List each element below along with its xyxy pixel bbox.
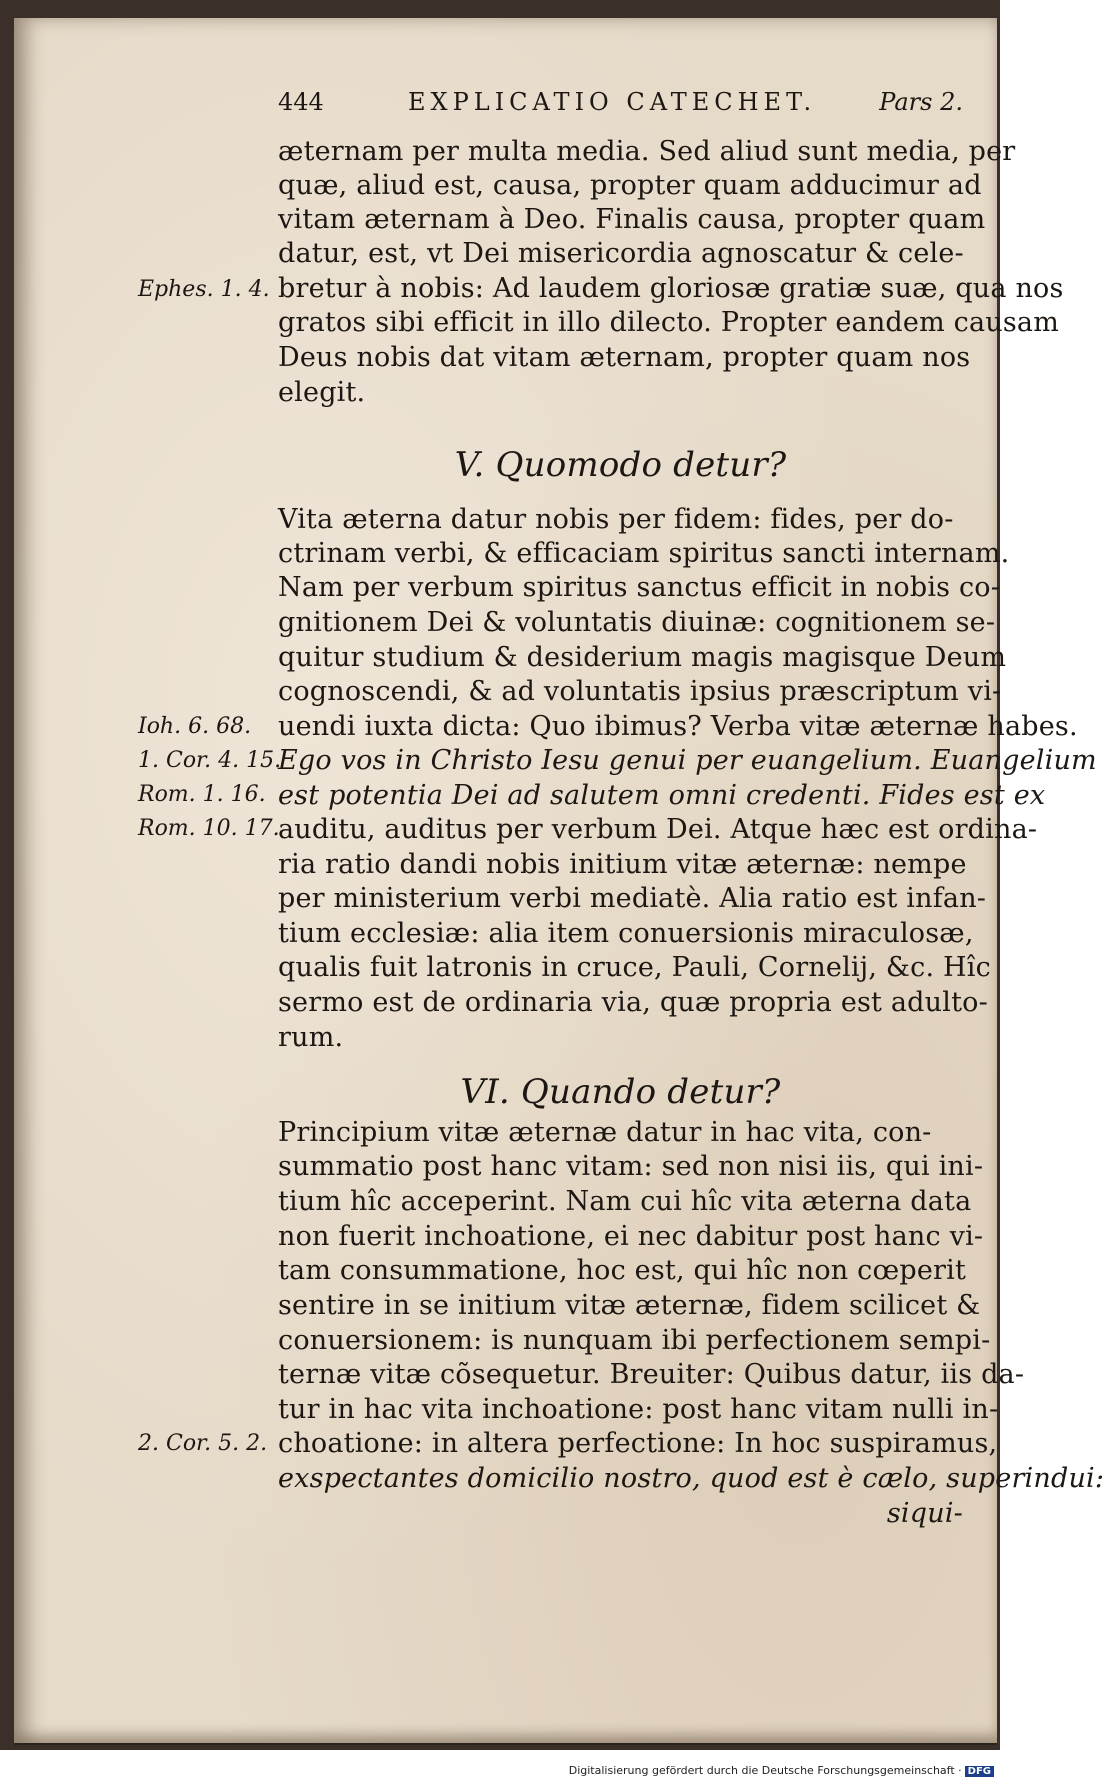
text-line: gnitionem Dei & voluntatis diuinæ: cognitionem se- [278,607,996,638]
text-line: gratos sibi efficit in illo dilecto. Propter eandem causam [278,307,1060,338]
text-line: conuersionem: is nunquam ibi perfectionem sempi- [278,1325,991,1356]
text-line: qualis fuit latronis in cruce, Pauli, Cornelij, &c. Hîc [278,952,991,983]
text-line: quitur studium & desiderium magis magisque Deum [278,642,1007,673]
text-line: est potentia Dei ad salutem omni credenti. Fides est ex [278,780,1046,811]
text-line: uendi iuxta dicta: Quo ibimus? Verba vitæ æternæ habes. [278,711,1078,742]
text-line: cognoscendi, & ad voluntatis ipsius præscriptum vi- [278,676,1002,707]
text-line: elegit. [278,377,366,408]
text-line: æternam per multa media. Sed aliud sunt media, per [278,136,1016,167]
text-line: per ministerium verbi mediatè. Alia ratio est infan- [278,883,987,914]
text-line: datur, est, vt Dei misericordia agnoscatur & cele- [278,238,964,269]
text-line: Nam per verbum spiritus sanctus efficit in nobis co- [278,572,1001,603]
margin-note: 2. Cor. 5. 2. [138,1431,268,1456]
text-line: exspectantes domicilio nostro, quod est è cælo, superindui: [278,1463,1104,1494]
text-line: Deus nobis dat vitam æternam, propter quam nos [278,342,971,373]
margin-note: Rom. 1. 16. [138,782,266,807]
running-title: EXPLICATIO CATECHET. [408,88,817,116]
text-line: ctrinam verbi, & efficaciam spiritus sancti internam. [278,538,1010,569]
margin-note: Ioh. 6. 68. [138,714,252,739]
section-heading: V. Quomodo detur? [454,445,787,485]
credit-text: Digitalisierung gefördert durch die Deutsche Forschungsgemeinschaft · [568,1764,962,1777]
digitization-credit [569,1764,994,1777]
margin-note: Ephes. 1. 4. [138,277,270,302]
text-line: summatio post hanc vitam: sed non nisi iis, qui ini- [278,1151,984,1182]
margin-note: Rom. 10. 17. [138,816,280,841]
text-line: vitam æternam à Deo. Finalis causa, propter quam [278,204,986,235]
text-line: rum. [278,1022,344,1053]
text-line: tium hîc acceperint. Nam cui hîc vita æterna data [278,1186,972,1217]
part-label: Pars 2. [879,88,963,116]
text-line: Vita æterna datur nobis per fidem: fides, per do- [278,504,954,535]
text-line: Principium vitæ æternæ datur in hac vita, con- [278,1117,932,1148]
text-line: Ego vos in Christo Iesu genui per euangelium. Euangelium [278,745,1097,776]
margin-note: 1. Cor. 4. 15. [138,748,282,773]
text-line: sentire in se initium vitæ æternæ, fidem scilicet & [278,1290,981,1321]
text-line: bretur à nobis: Ad laudem gloriosæ gratiæ suæ, qua nos [278,273,1064,304]
text-line: non fuerit inchoatione, ei nec dabitur post hanc vi- [278,1221,984,1252]
text-line: auditu, auditus per verbum Dei. Atque hæc est ordina- [278,814,1038,845]
running-header [278,88,963,122]
text-line: sermo est de ordinaria via, quæ propria est adulto- [278,987,988,1018]
text-line: choatione: in altera perfectione: In hoc suspiramus, [278,1428,998,1459]
text-line: tium ecclesiæ: alia item conuersionis miraculosæ, [278,918,974,949]
section-heading: VI. Quando detur? [460,1072,781,1112]
text-line: ria ratio dandi nobis initium vitæ æternæ: nempe [278,849,967,880]
text-line: ternæ vitæ cõsequetur. Breuiter: Quibus datur, iis da- [278,1359,1025,1390]
text-line: tam consummatione, hoc est, qui hîc non cœperit [278,1255,967,1286]
catchword: siqui- [886,1498,963,1529]
text-line: tur in hac vita inchoatione: post hanc vitam nulli in- [278,1394,999,1425]
dfg-logo: DFG [965,1766,994,1777]
text-line: quæ, aliud est, causa, propter quam adducimur ad [278,170,982,201]
page-number: 444 [278,88,324,116]
